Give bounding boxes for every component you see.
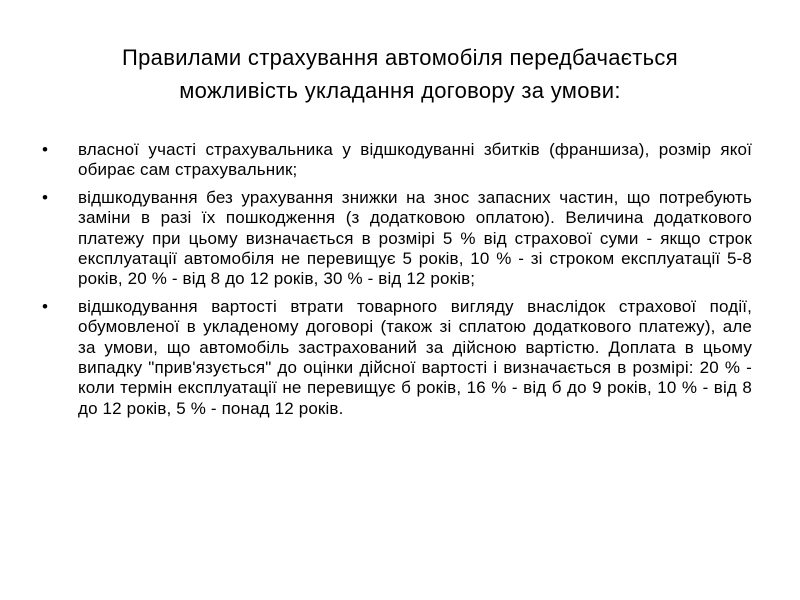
bullet-dot-icon: • — [42, 187, 49, 207]
bullet-text: відшкодування без урахування знижки на знос запасних частин, що потребують заміни в разі їх пошкодження (з додатковою оплатою). Величина додаткового платежу при цьому визначається в розмірі 5 % від страхової суми - якщо строк експлуатації автомобіля не перевищує 5 років, 10 % - зі строком експлуатації 5-8 років, 20 % - від 8 до 12 років, 30 % - від 12 років; — [78, 187, 752, 289]
slide-title: Правилами страхування автомобіля передбачається можливість укладання договору за умови: — [122, 45, 678, 103]
bullet-item-parts-wear — [40, 188, 752, 290]
bullet-dot-icon: • — [42, 296, 49, 316]
bullet-list — [40, 140, 752, 426]
bullet-text: відшкодування вартості втрати товарного вигляду внаслідок страхової події, обумовленої в укладеному договорі (також зі сплатою додаткового платежу), але за умови, що автомобіль застрахований за дійсною вартістю. Доплата в цьому випадку "прив'язується" до оцінки дійсної вартості і визначається в розмірі: 20 % - коли термін експлуатації не перевищує б років, 16 % - від б до 9 років, 10 % - від 8 до 12 років, 5 % - понад 12 років. — [78, 296, 752, 418]
bullet-dot-icon: • — [42, 140, 49, 159]
bullet-text: власної участі страхувальника у відшкодуванні збитків (франшиза), розмір якої обирає сам страхувальник; — [78, 140, 752, 180]
bullet-item-marketable-appearance — [40, 297, 752, 419]
bullet-item-franchise — [40, 140, 752, 181]
